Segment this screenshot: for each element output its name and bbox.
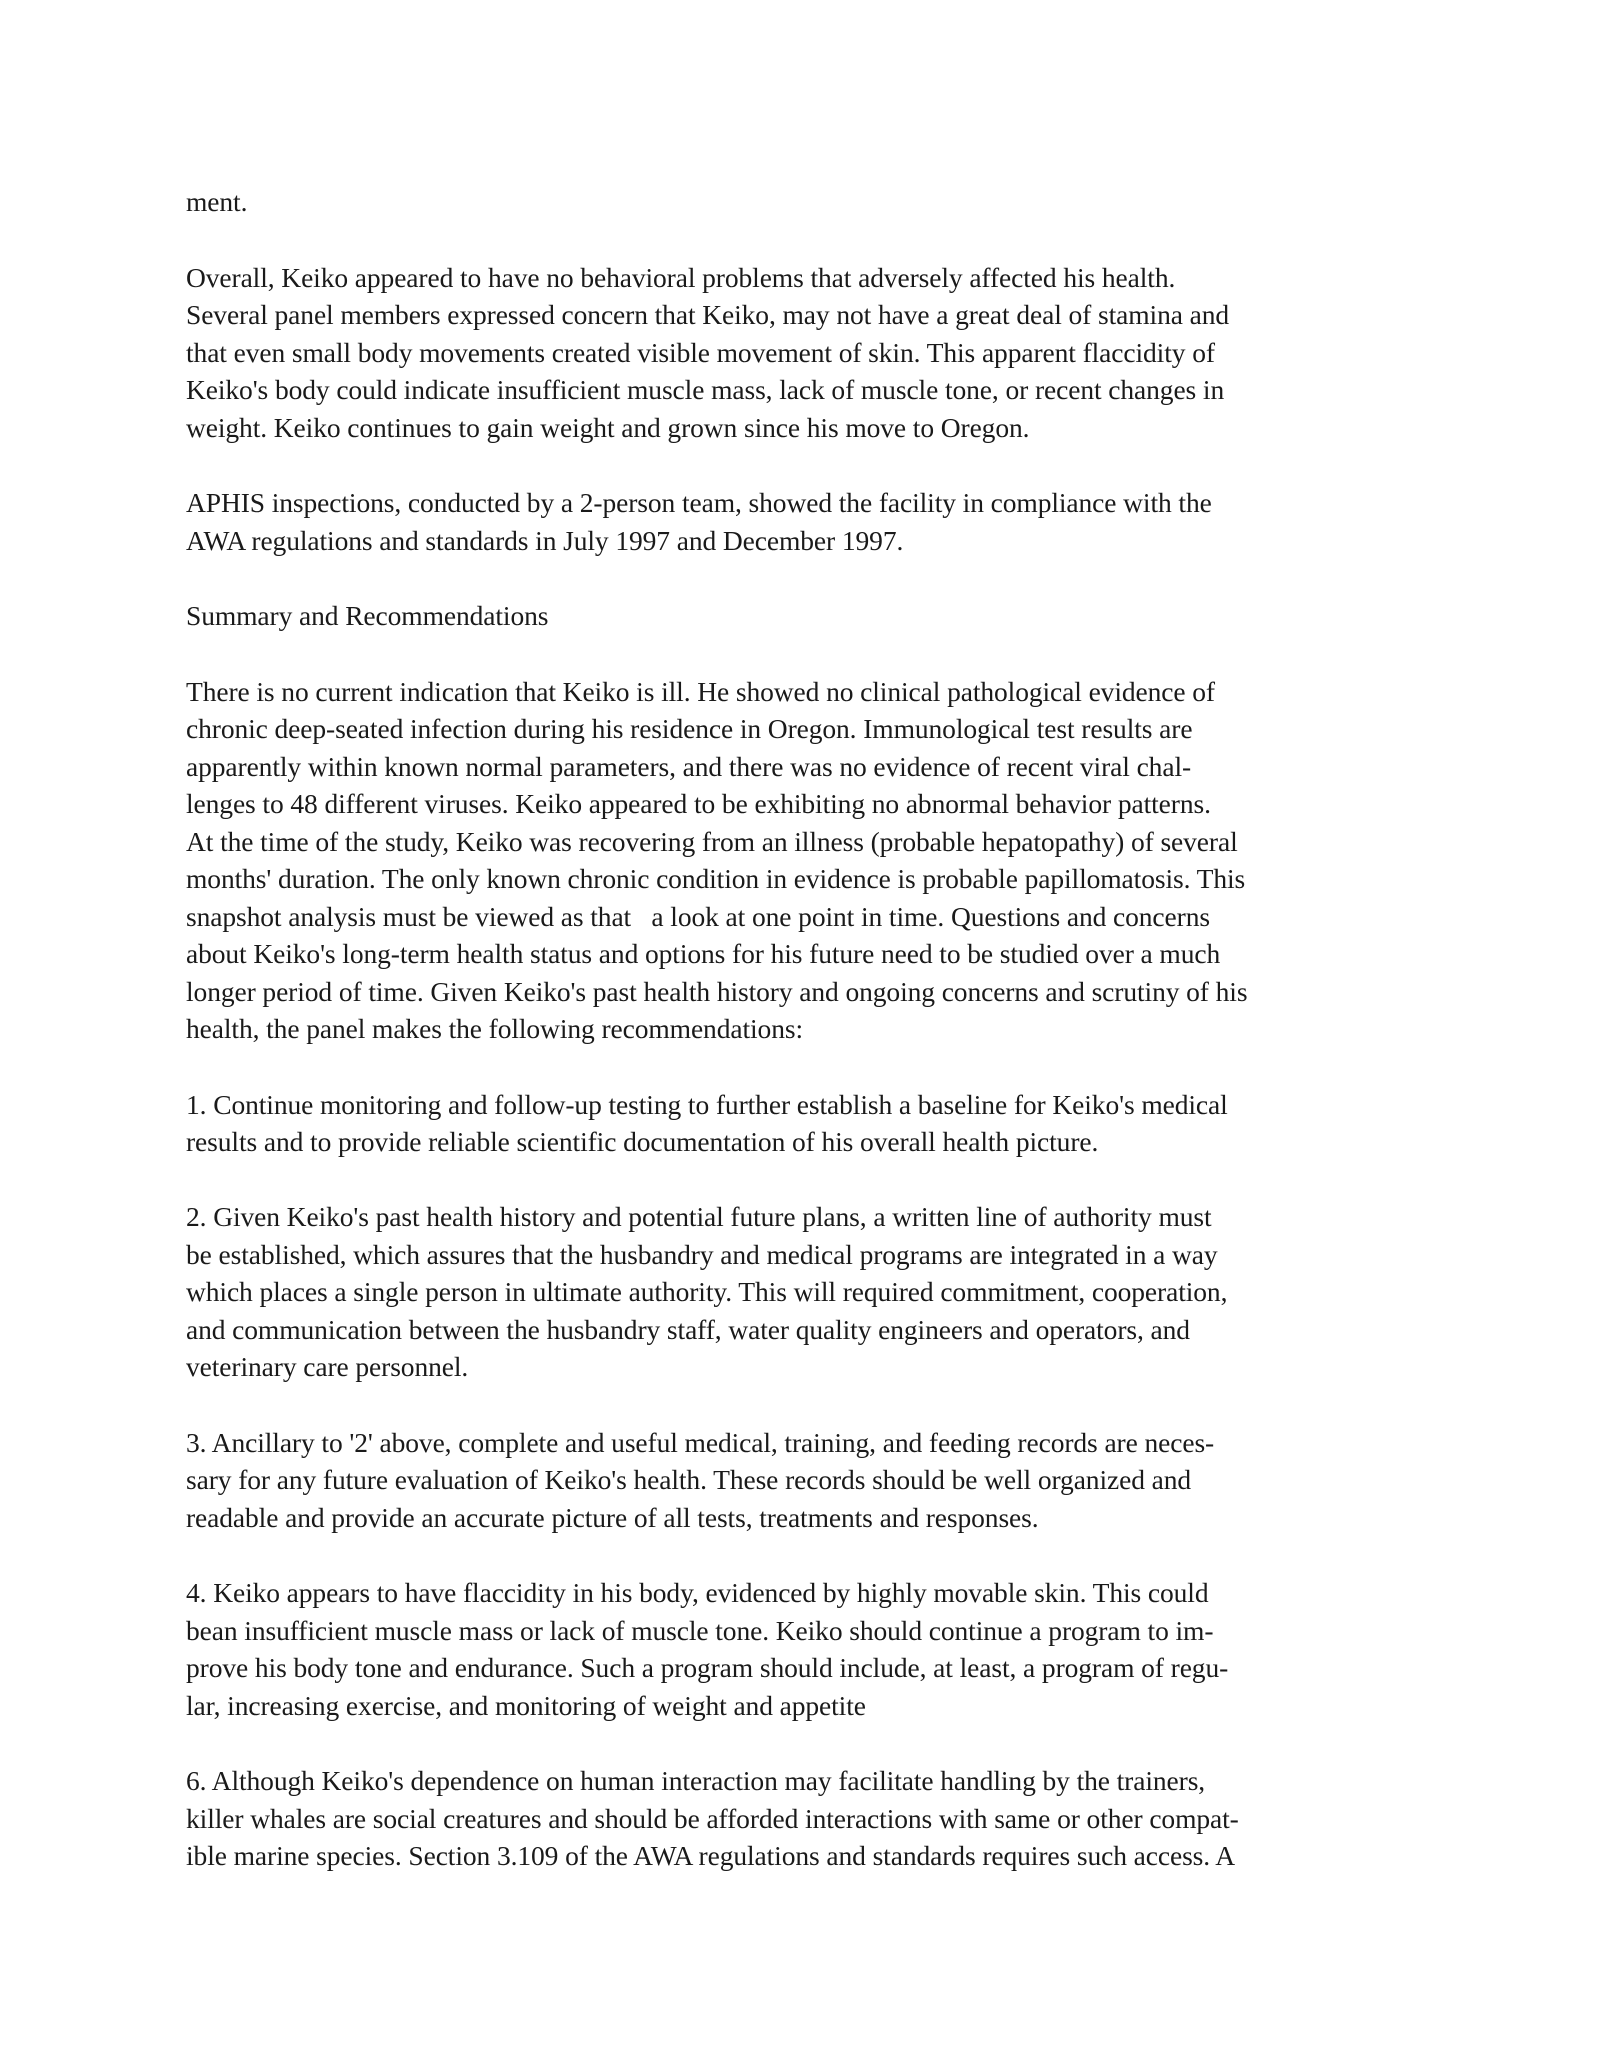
section-heading: Summary and Recommendations (186, 600, 549, 631)
text-line: 2. Given Keiko's past health history and potential future plans, a written line of authority must (186, 1201, 1212, 1232)
text-line: chronic deep-seated infection during his residence in Oregon. Immunological test results are (186, 713, 1193, 744)
text-line: prove his body tone and endurance. Such a program should include, at least, a program of regu- (186, 1652, 1229, 1683)
text-line: ible marine species. Section 3.109 of the AWA regulations and standards requires such access. A (186, 1840, 1236, 1871)
text-line: lenges to 48 different viruses. Keiko appeared to be exhibiting no abnormal behavior patterns. (186, 788, 1211, 819)
text-line: At the time of the study, Keiko was recovering from an illness (probable hepatopathy) of several (186, 826, 1238, 857)
text-line: readable and provide an accurate picture of all tests, treatments and responses. (186, 1502, 1039, 1533)
text-line: 1. Continue monitoring and follow-up testing to further establish a baseline for Keiko's medical (186, 1089, 1228, 1120)
text-line: be established, which assures that the husbandry and medical programs are integrated in a way (186, 1239, 1218, 1270)
text-line: Keiko's body could indicate insufficient muscle mass, lack of muscle tone, or recent changes in (186, 374, 1225, 405)
text-line: lar, increasing exercise, and monitoring of weight and appetite (186, 1690, 866, 1721)
text-line: months' duration. The only known chronic condition in evidence is probable papillomatosis. This (186, 863, 1246, 894)
text-line: weight. Keiko continues to gain weight and grown since his move to Oregon. (186, 412, 1030, 443)
text-line: 4. Keiko appears to have flaccidity in his body, evidenced by highly movable skin. This could (186, 1577, 1209, 1608)
text-line: APHIS inspections, conducted by a 2-person team, showed the facility in compliance with the (186, 487, 1212, 518)
text-line: There is no current indication that Keiko is ill. He showed no clinical pathological evidence of (186, 676, 1215, 707)
text-line: snapshot analysis must be viewed as that a look at one point in time. Questions and concerns (186, 901, 1210, 932)
text-line: and communication between the husbandry staff, water quality engineers and operators, and (186, 1314, 1190, 1345)
text-line: AWA regulations and standards in July 1997 and December 1997. (186, 525, 904, 556)
text-line: Several panel members expressed concern that Keiko, may not have a great deal of stamina and (186, 299, 1230, 330)
text-line: about Keiko's long-term health status and options for his future need to be studied over a much (186, 938, 1221, 969)
text-line: 6. Although Keiko's dependence on human interaction may facilitate handling by the trainers, (186, 1765, 1206, 1796)
text-line: sary for any future evaluation of Keiko's health. These records should be well organized and (186, 1464, 1192, 1495)
text-line: which places a single person in ultimate authority. This will required commitment, cooperation, (186, 1276, 1228, 1307)
text-line: veterinary care personnel. (186, 1351, 469, 1382)
text-line: bean insufficient muscle mass or lack of muscle tone. Keiko should continue a program to im- (186, 1615, 1214, 1646)
text-line: results and to provide reliable scientific documentation of his overall health picture. (186, 1126, 1099, 1157)
text-line: Overall, Keiko appeared to have no behavioral problems that adversely affected his health. (186, 262, 1176, 293)
text-line: longer period of time. Given Keiko's past health history and ongoing concerns and scrutiny of his (186, 976, 1248, 1007)
text-line: apparently within known normal parameters, and there was no evidence of recent viral chal- (186, 751, 1192, 782)
text-line: health, the panel makes the following recommendations: (186, 1013, 803, 1044)
continuation-text: ment. (186, 186, 248, 217)
text-line: 3. Ancillary to '2' above, complete and useful medical, training, and feeding records are neces- (186, 1427, 1215, 1458)
text-line: that even small body movements created visible movement of skin. This apparent flaccidity of (186, 337, 1215, 368)
text-line: killer whales are social creatures and should be afforded interactions with same or other compat- (186, 1803, 1239, 1834)
